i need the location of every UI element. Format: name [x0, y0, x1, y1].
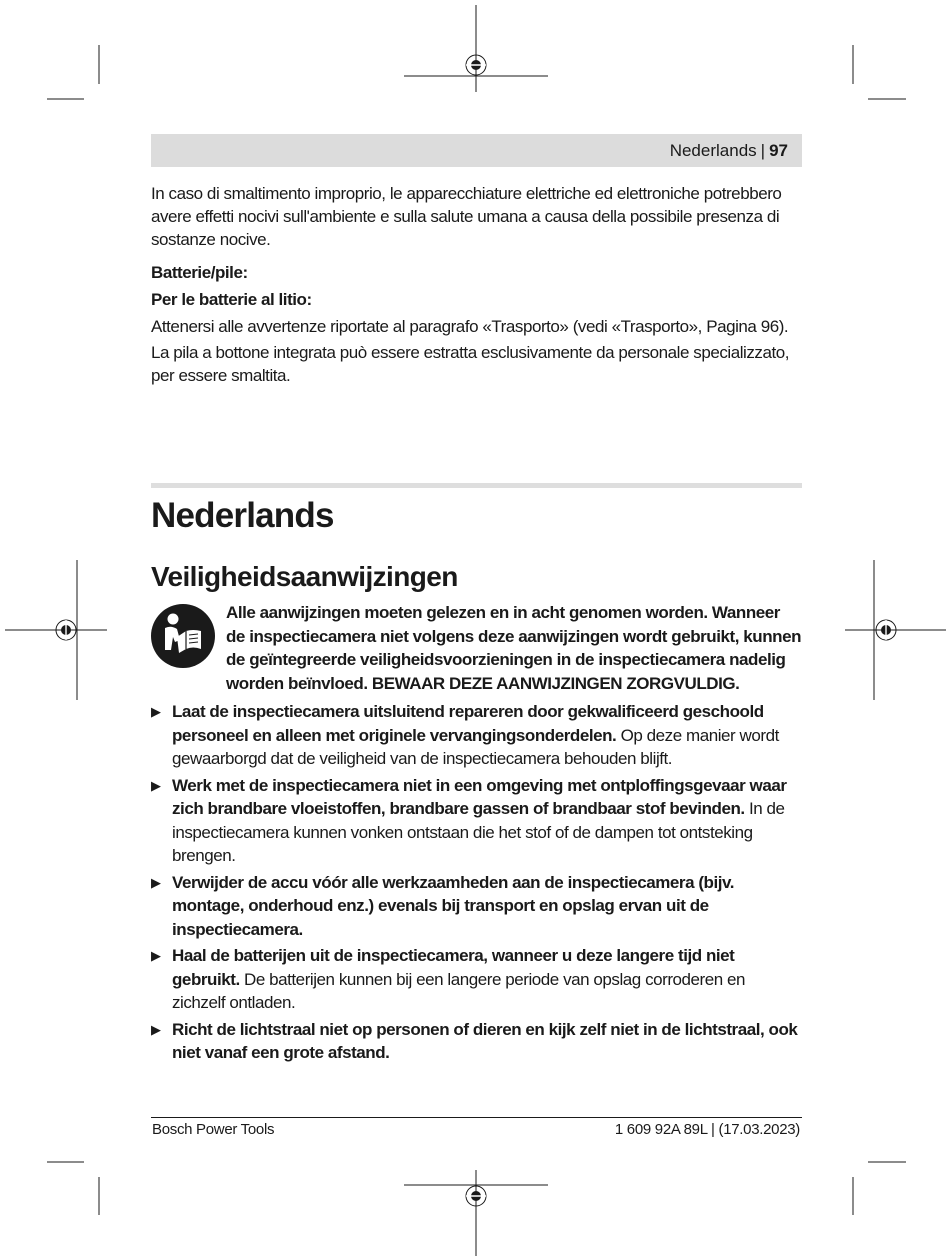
bullet-text: De batterijen kunnen bij een langere periode van opslag corroderen en zichzelf ontladen. — [172, 969, 746, 1012]
bullet-bold-text: Richt de lichtstraal niet op personen of dieren en kijk zelf niet in de lichtstraal, ook niet vanaf een grote afstand. — [172, 1019, 798, 1062]
section-title: Nederlands — [151, 496, 334, 535]
list-item — [151, 871, 802, 942]
bullet-bold-text: Laat de inspectiecamera uitsluitend repareren door gekwalificeerd geschoold personeel en alleen met originele vervangingsonderdelen. — [172, 702, 764, 745]
batteries-heading: Batterie/pile: — [151, 263, 248, 282]
bullet-bold-text: Haal de batterijen uit de inspectiecamera, wanneer u deze langere tijd niet gebruikt. — [172, 946, 735, 989]
general-warning-text: Alle aanwijzingen moeten gelezen en in acht genomen worden. Wanneer de inspectiecamera niet volgens deze aanwijzingen wordt gebruikt, kunnen de geïntegreerde veiligheidsvoorzieningen in de inspectiecamera nadelig worden beïnvloed. BEWAAR DEZE AANWIJZINGEN ZORGVULDIG. — [226, 603, 802, 693]
bullet-arrow-icon: ▶ — [151, 777, 161, 793]
footer-brand: Bosch Power Tools — [152, 1121, 275, 1138]
header-language: Nederlands — [669, 141, 757, 160]
list-item — [151, 1018, 802, 1065]
bullet-arrow-icon: ▶ — [151, 704, 161, 719]
read-manual-icon — [151, 604, 215, 668]
bullet-text: In de inspectiecamera kunnen vonken ontstaan die het stof of de dampen tot ontsteking brengen. — [172, 799, 785, 865]
lithium-heading: Per le batterie al litio: — [151, 290, 312, 309]
header-separator: | — [760, 141, 766, 160]
italian-section — [151, 182, 802, 387]
footer-divider — [151, 1117, 802, 1118]
general-warning — [151, 601, 802, 695]
bullet-bold-text: Verwijder de accu vóór alle werkzaamheden aan de inspectiecamera (bijv. montage, onderhoud enz.) evenals bij transport en opslag ervan uit de inspectiecamera. — [172, 872, 735, 939]
list-item — [151, 774, 802, 868]
italian-intro-paragraph: In caso di smaltimento improprio, le apparecchiature elettriche ed elettroniche potrebbero avere effetti nocivi sull'ambiente e sulla salute umana a causa della possibile presenza di sostanze nocive. — [151, 184, 782, 249]
button-cell-paragraph: La pila a bottone integrata può essere estratta esclusivamente da personale specializzato, per essere smaltita. — [151, 343, 790, 385]
bullet-arrow-icon: ▶ — [151, 874, 161, 890]
list-item — [151, 944, 802, 1015]
header-label — [670, 141, 788, 161]
safety-bullet-list — [151, 700, 802, 1068]
transport-paragraph: Attenersi alle avvertenze riportate al paragrafo «Trasporto» (vedi «Trasporto», Pagina 96). — [151, 317, 789, 336]
bullet-arrow-icon: ▶ — [151, 1021, 161, 1037]
footer-doc-number: 1 609 92A 89L | (17.03.2023) — [614, 1121, 800, 1138]
bullet-text: Op deze manier wordt gewaarborgd dat de veiligheid van de inspectiecamera behouden blijft. — [172, 725, 779, 768]
bullet-bold-text: Werk met de inspectiecamera niet in een omgeving met ontploffingsgevaar waar zich brandbare vloeistoffen, brandbare gassen of brandbaar stof bevinden. — [172, 775, 787, 818]
page-header — [151, 134, 802, 167]
section-subtitle: Veiligheidsaanwijzingen — [151, 561, 458, 592]
page-number: 97 — [769, 141, 788, 160]
section-divider — [151, 483, 802, 488]
bullet-arrow-icon: ▶ — [151, 948, 161, 963]
list-item — [151, 700, 802, 771]
